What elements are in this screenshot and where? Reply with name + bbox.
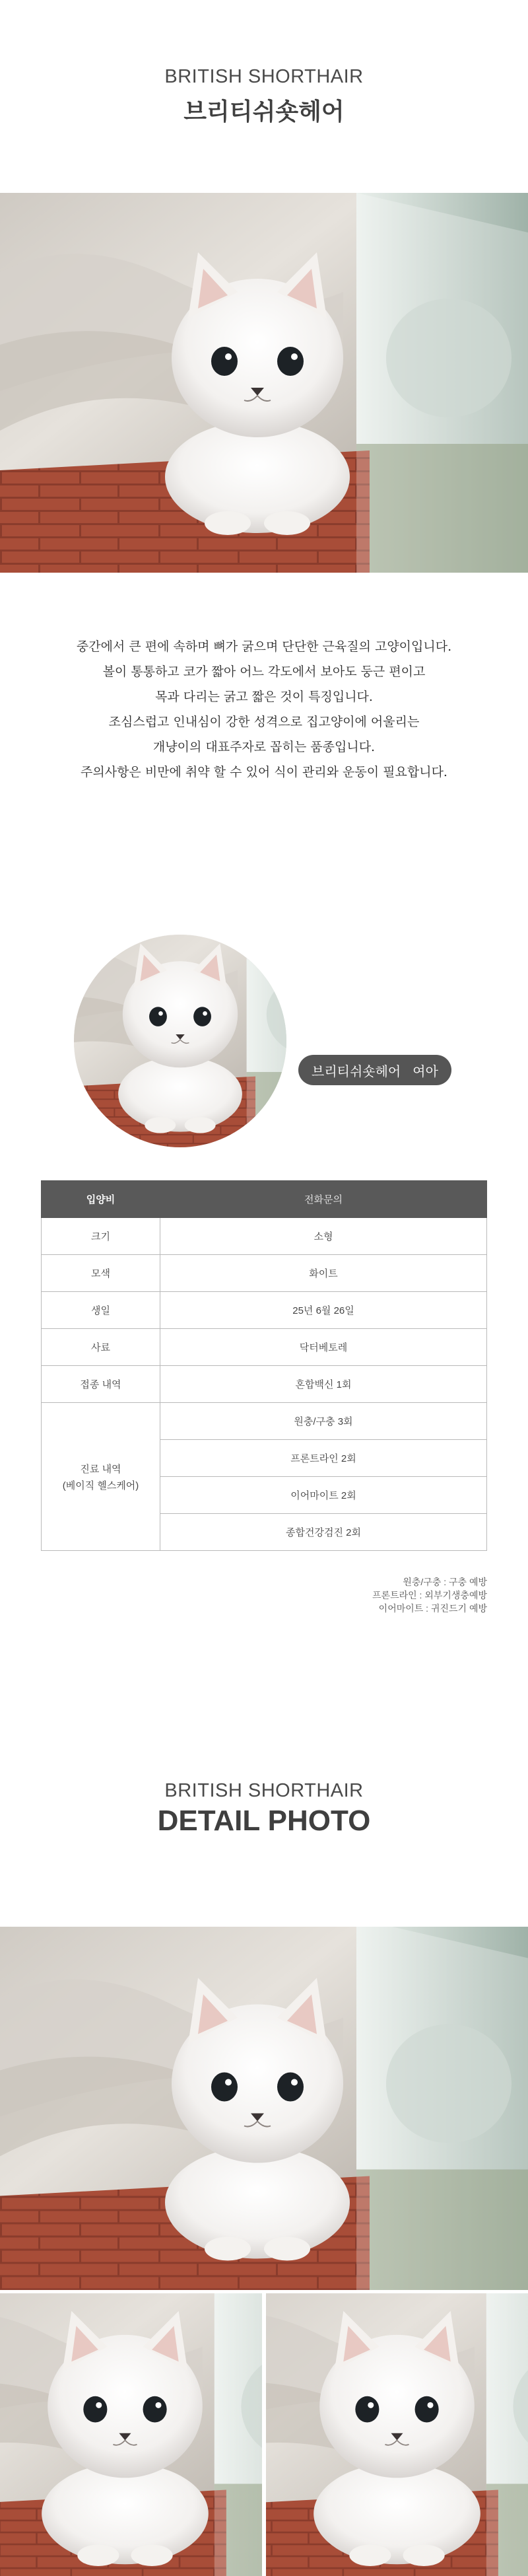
row-label: 모색 bbox=[42, 1255, 160, 1292]
description-line: 볼이 통통하고 코가 짧아 어느 각도에서 보아도 둥근 편이고 bbox=[102, 664, 426, 679]
table-row bbox=[42, 1403, 487, 1440]
table-row bbox=[42, 1218, 487, 1255]
badge-sex: 여아 bbox=[412, 1064, 438, 1079]
description-line: 개냥이의 대표주자로 꼽히는 품종입니다. bbox=[152, 740, 376, 754]
description-line: 목과 다리는 굵고 짧은 것이 특징입니다. bbox=[155, 690, 373, 704]
adoption-fee-value: 전화문의 bbox=[160, 1181, 487, 1218]
note-line: 프론트라인 : 외부기생충예방 bbox=[372, 1590, 487, 1600]
row-value: 25년 6월 26일 bbox=[160, 1292, 487, 1329]
kitten-photo-detail-left bbox=[0, 2293, 262, 2576]
row-label: 생일 bbox=[42, 1292, 160, 1329]
kitten-photo-detail-main bbox=[0, 1927, 528, 2290]
description-line: 중간에서 큰 편에 속하며 뼈가 굵으며 단단한 근육질의 고양이입니다. bbox=[76, 639, 452, 654]
row-label: 접종 내역 bbox=[42, 1366, 160, 1403]
row-value: 닥터베토레 bbox=[160, 1329, 487, 1366]
table-row bbox=[42, 1329, 487, 1366]
section-header-intro bbox=[0, 66, 528, 127]
row-value: 화이트 bbox=[160, 1255, 487, 1292]
kitten-photo-profile bbox=[74, 935, 286, 1147]
table-header-row bbox=[42, 1181, 487, 1218]
breed-english-title: BRITISH SHORTHAIR bbox=[164, 66, 364, 87]
medical-item: 프론트라인 2회 bbox=[160, 1440, 487, 1477]
table-row bbox=[42, 1292, 487, 1329]
detail-photo-title: DETAIL PHOTO bbox=[157, 1805, 371, 1837]
badge-breed: 브리티쉬숏헤어 bbox=[312, 1064, 401, 1079]
row-label: 크기 bbox=[42, 1218, 160, 1255]
breed-sex-badge bbox=[298, 1055, 451, 1085]
medical-notes bbox=[372, 1575, 487, 1615]
medical-item: 종합건강검진 2회 bbox=[160, 1514, 487, 1551]
medical-item: 원충/구충 3회 bbox=[160, 1403, 487, 1440]
row-value: 소형 bbox=[160, 1218, 487, 1255]
row-value: 혼합백신 1회 bbox=[160, 1366, 487, 1403]
breed-korean-title: 브리티쉬숏헤어 bbox=[183, 98, 345, 125]
medical-item: 이어마이트 2회 bbox=[160, 1477, 487, 1514]
description-line: 주의사항은 비만에 취약 할 수 있어 식이 관리와 운동이 필요합니다. bbox=[81, 765, 447, 779]
note-line: 원충/구충 : 구충 예방 bbox=[403, 1577, 487, 1587]
table-row bbox=[42, 1366, 487, 1403]
table-row bbox=[42, 1255, 487, 1292]
detail-english-title: BRITISH SHORTHAIR bbox=[164, 1780, 364, 1801]
breed-description bbox=[0, 634, 528, 785]
row-label: 사료 bbox=[42, 1329, 160, 1366]
description-line: 조심스럽고 인내심이 강한 성격으로 집고양이에 어울리는 bbox=[108, 715, 420, 729]
adoption-fee-label: 입양비 bbox=[42, 1181, 160, 1218]
note-line: 이어마이트 : 귀진드기 예방 bbox=[378, 1603, 487, 1614]
pet-info-table bbox=[41, 1180, 487, 1551]
section-header-detail bbox=[0, 1780, 528, 1838]
kitten-photo-detail-right bbox=[266, 2293, 528, 2576]
kitten-photo-hero bbox=[0, 193, 528, 573]
medical-history-label: 진료 내역 (베이직 헬스케어) bbox=[42, 1403, 160, 1551]
